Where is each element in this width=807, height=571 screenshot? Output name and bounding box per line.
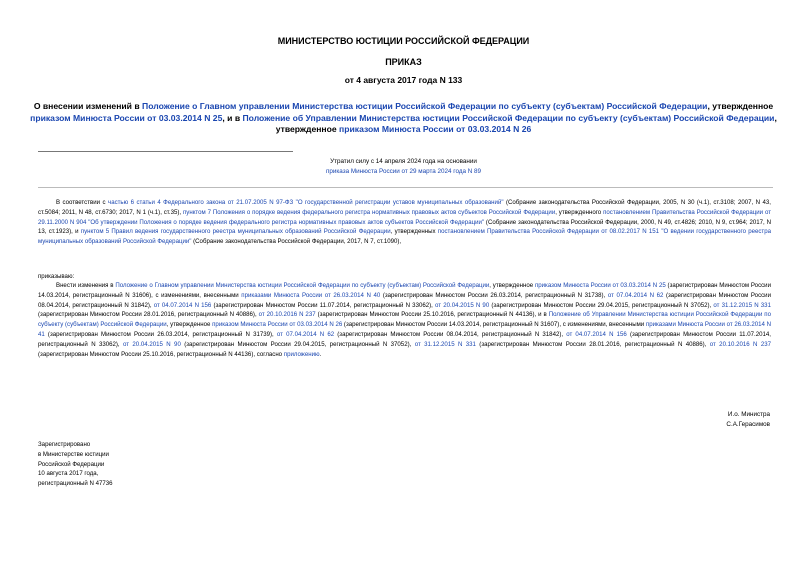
paragraph-text: , утвержденное (489, 282, 535, 289)
signer-position: И.о. Министра (727, 411, 770, 418)
paragraph-text: (зарегистрирован Минюстом России 14.03.2014, регистрационный N 31607), с изменениями, внесенными (342, 321, 646, 329)
law-link[interactable]: от 20.04.2015 N 90 (123, 340, 181, 348)
title-text: , утвержденное (275, 112, 777, 134)
paragraph-text: Внести изменения в (56, 282, 116, 289)
paragraph-text: (зарегистрирован Минюстом России 11.07.2014, регистрационный N 33062), (38, 330, 771, 348)
registration-line: в Министерстве юстиции (38, 450, 109, 458)
paragraph-text: (зарегистрирован Минюстом России 29.04.2015, регистрационный N 37052), (489, 301, 714, 309)
registration-line: Зарегистрировано (38, 441, 91, 448)
ministry-heading: МИНИСТЕРСТВО ЮСТИЦИИ РОССИЙСКОЙ ФЕДЕРАЦИИ (277, 36, 530, 46)
law-link[interactable]: приказом Минюста России от 03.03.2014 N 25 (534, 282, 666, 289)
law-link[interactable]: от 20.10.2016 N 237 (258, 311, 316, 319)
document-type: ПРИКАЗ (385, 57, 422, 67)
title-text: , утвержденное (707, 101, 774, 111)
law-link[interactable]: пунктом 5 Правил ведения государственного реестра муниципальных образований Российской Федерации (80, 228, 391, 236)
document-title (30, 101, 777, 136)
paragraph-text: (зарегистрирован Минюстом России 25.10.2016, регистрационный N 44136), и в (315, 311, 549, 319)
signer-name: С.А.Герасимов (726, 421, 770, 428)
paragraph-text: (Собрание законодательства Российской Федерации, 2000, N 49, ст.4826; 2010, N 9, ст.964; 2017, N 13, ст.1923), и (38, 218, 771, 236)
law-link[interactable]: от 07.04.2014 N 62 (276, 330, 335, 338)
paragraph-text: , утвержденных (390, 228, 438, 236)
paragraph-text: (зарегистрирован Минюстом России 28.01.2016, регистрационный N 40886), (38, 311, 259, 319)
order-paragraph (38, 281, 771, 359)
law-link[interactable]: приказами Минюста России от 26.03.2014 N 41 (38, 321, 771, 338)
paragraph-text: (зарегистрирован Минюстом России 28.01.2016, регистрационный N 40886), (475, 340, 710, 348)
document-date-number: от 4 августа 2017 года N 133 (344, 75, 463, 85)
status-note-text: Утратил силу с 14 апреля 2024 года на основании (330, 158, 477, 165)
law-link[interactable]: от 20.10.2016 N 237 (709, 340, 771, 348)
paragraph-text: , утвержденного (555, 208, 604, 216)
law-link[interactable]: Положение о Главном управлении Министерства юстиции Российской Федерации по субъекту (субъектам) Российской Федерации (115, 282, 490, 289)
law-link[interactable]: от 20.04.2015 N 90 (435, 301, 490, 309)
paragraph-text: . (319, 350, 322, 358)
law-link[interactable]: от 31.12.2015 N 331 (414, 340, 476, 348)
law-link[interactable]: частью 6 статьи 4 Федерального закона от 21.07.2005 N 97-ФЗ "О государственной регистрации уставов муниципальных образований" (108, 199, 504, 206)
paragraph-text: (зарегистрирован Минюстом России 25.10.2016, регистрационный N 44136), согласно (38, 350, 284, 358)
title-link[interactable]: Положение об Управлении Министерства юстиции Российской Федерации по субъекту (субъектам) Российской Федерации (242, 112, 775, 123)
law-link[interactable]: от 07.04.2014 N 62 (607, 291, 664, 299)
paragraph-text: (зарегистрирован Минюстом России 26.03.2014, регистрационный N 31738), (380, 291, 608, 299)
divider (38, 151, 293, 152)
title-text: О внесении изменений в (33, 101, 143, 111)
law-link[interactable]: от 04.07.2014 N 156 (153, 301, 212, 309)
paragraph-text: (зарегистрирован Минюстом России 11.07.2014, регистрационный N 33062), (211, 301, 436, 309)
signature-block (726, 410, 770, 430)
law-link[interactable]: Положение об Управлении Министерства юстиции Российской Федерации по субъекту (субъектам) Российской Федерации (38, 311, 771, 329)
divider (38, 187, 773, 188)
appendix-link[interactable]: приложению (283, 350, 320, 358)
title-text: , и в (222, 112, 243, 123)
paragraph-text: (зарегистрирован Минюстом России 08.04.2014, регистрационный N 31842), (38, 291, 771, 309)
paragraph-text: В соответствии с (56, 199, 109, 206)
preamble-paragraph (38, 198, 771, 247)
order-word: приказываю: (38, 273, 75, 280)
law-link[interactable]: постановлением Правительства Российской Федерации от 29.11.2000 N 904 "Об утверждении Положения о порядке ведения федерального регистра нормативных правовых актов субъектов Российской Федерации" (38, 208, 772, 226)
title-link[interactable]: Положение о Главном управлении Министерства юстиции Российской Федерации по субъекту (субъектам) Российской Федерации (142, 101, 708, 111)
law-link[interactable]: от 31.12.2015 N 331 (713, 301, 771, 309)
title-link[interactable]: приказом Минюста России от 03.03.2014 N 26 (339, 124, 532, 134)
law-link[interactable]: от 04.07.2014 N 156 (566, 330, 627, 338)
status-note-link[interactable]: приказа Минюста России от 29 марта 2024 года N 89 (325, 168, 482, 175)
paragraph-text: , утвержденное (166, 321, 213, 329)
paragraph-text: (зарегистрирован Минюстом России 26.03.2014, регистрационный N 31739), (44, 330, 277, 338)
paragraph-text: (зарегистрирован Минюстом России 08.04.2014, регистрационный N 31842), (334, 330, 567, 338)
status-note (0, 157, 807, 177)
law-link[interactable]: постановлением Правительства Российской Федерации от 08.02.2017 N 151 "О ведении государственного реестра муниципальных образований Российской Федерации" (38, 228, 771, 246)
law-link[interactable]: приказами Минюста России от 26.03.2014 N 40 (241, 291, 381, 299)
paragraph-text: (зарегистрирован Минюстом России 29.04.2015, регистрационный N 37052), (180, 340, 415, 348)
paragraph-text: (Собрание законодательства Российской Федерации, 2005, N 30 (ч.1), ст.3108; 2007, N 43, ст.5084; 2011, N 48, ст.6730; 2017, N 1 (ч.1), ст.35), (38, 199, 772, 216)
paragraph-text: (Собрание законодательства Российской Федерации, 2017, N 7, ст.1090), (191, 238, 402, 246)
law-link[interactable]: пунктом 7 Положения о порядке ведения федерального регистра нормативных правовых актов субъектов Российской Федерации (182, 208, 556, 216)
title-link[interactable]: приказом Минюста России от 03.03.2014 N 25 (30, 112, 223, 123)
registration-date: 10 августа 2017 года, (38, 470, 99, 478)
law-link[interactable]: приказом Минюста России от 03.03.2014 N 26 (212, 321, 343, 329)
paragraph-text: (зарегистрирован Минюстом России 14.03.2014, регистрационный N 31606), с изменениями, внесенными (38, 282, 771, 299)
registration-block (38, 440, 113, 489)
registration-number: регистрационный N 47736 (38, 480, 113, 488)
registration-line: Российской Федерации (38, 460, 105, 468)
